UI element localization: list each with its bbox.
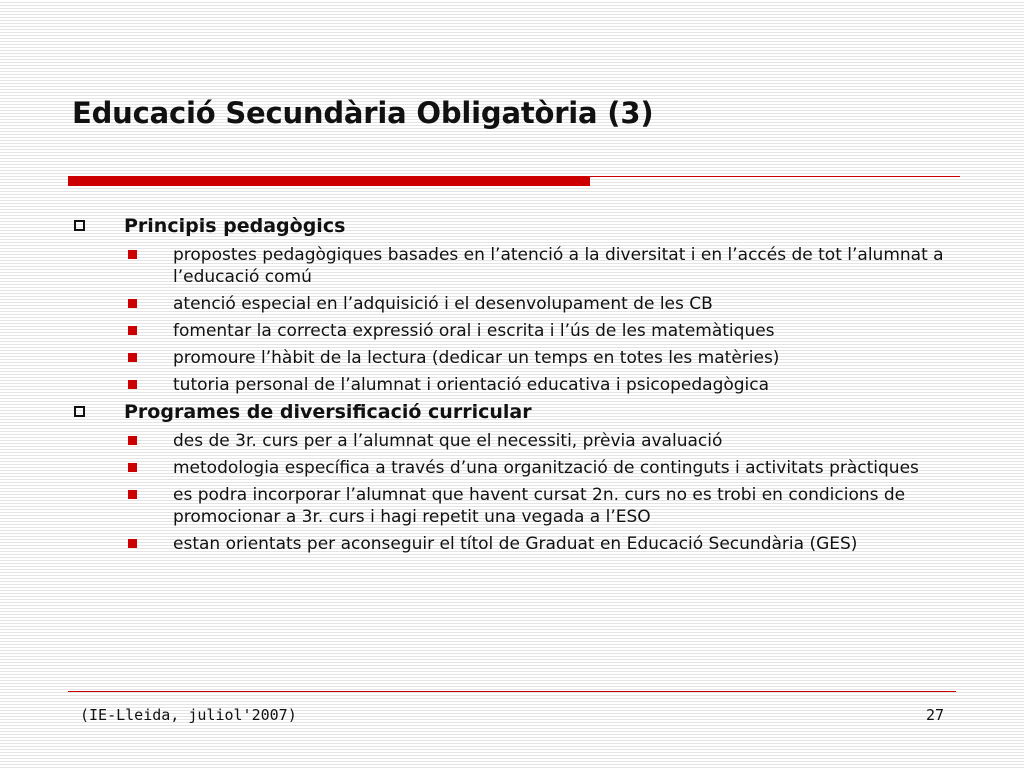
red-square-bullet-icon [128, 380, 137, 389]
title-rule-thin [590, 176, 960, 177]
section-principis-pedagogics [72, 214, 952, 396]
list-item [72, 457, 952, 479]
bullet-list [72, 430, 952, 555]
list-item-text: es podra incorporar l’alumnat que havent cursat 2n. curs no es trobi en condicions de promocionar a 3r. curs i hagi repetit una vegada a l’ESO [173, 485, 906, 527]
list-item-text: estan orientats per aconseguir el títol de Graduat en Educació Secundària (GES) [173, 534, 858, 554]
section-heading [72, 214, 952, 239]
page-number: 27 [925, 706, 944, 724]
section-heading [72, 400, 952, 425]
list-item [72, 244, 952, 288]
bullet-list [72, 244, 952, 396]
footer-rule [68, 691, 956, 692]
list-item-text: propostes pedagògiques basades en l’atenció a la diversitat i en l’accés de tot l’alumnat a l’educació comú [173, 245, 944, 287]
section-programes-diversificacio [72, 400, 952, 555]
list-item-text: tutoria personal de l’alumnat i orientació educativa i psicopedagògica [173, 375, 770, 395]
title-rule-thick [68, 176, 590, 186]
red-square-bullet-icon [128, 539, 137, 548]
list-item-text: atenció especial en l’adquisició i el desenvolupament de les CB [173, 294, 713, 314]
section-heading-text: Programes de diversificació curricular [124, 401, 532, 423]
red-square-bullet-icon [128, 463, 137, 472]
red-square-bullet-icon [128, 490, 137, 499]
list-item [72, 347, 952, 369]
hollow-square-bullet-icon [74, 220, 85, 231]
list-item-text: des de 3r. curs per a l’alumnat que el necessiti, prèvia avaluació [173, 431, 723, 451]
red-square-bullet-icon [128, 353, 137, 362]
red-square-bullet-icon [128, 299, 137, 308]
red-square-bullet-icon [128, 326, 137, 335]
hollow-square-bullet-icon [74, 406, 85, 417]
list-item [72, 430, 952, 452]
red-square-bullet-icon [128, 250, 137, 259]
list-item [72, 293, 952, 315]
slide-content [72, 214, 952, 559]
list-item [72, 533, 952, 555]
list-item [72, 484, 952, 528]
list-item-text: fomentar la correcta expressió oral i escrita i l’ús de les matemàtiques [173, 321, 775, 341]
red-square-bullet-icon [128, 436, 137, 445]
list-item [72, 320, 952, 342]
list-item-text: metodologia específica a través d’una organització de continguts i activitats pràctiques [173, 458, 919, 478]
footer-source: (IE-Lleida, juliol'2007) [80, 706, 297, 724]
slide-title: Educació Secundària Obligatòria (3) [72, 96, 654, 130]
section-heading-text: Principis pedagògics [124, 215, 346, 237]
list-item-text: promoure l’hàbit de la lectura (dedicar un temps en totes les matèries) [173, 348, 780, 368]
list-item [72, 374, 952, 396]
